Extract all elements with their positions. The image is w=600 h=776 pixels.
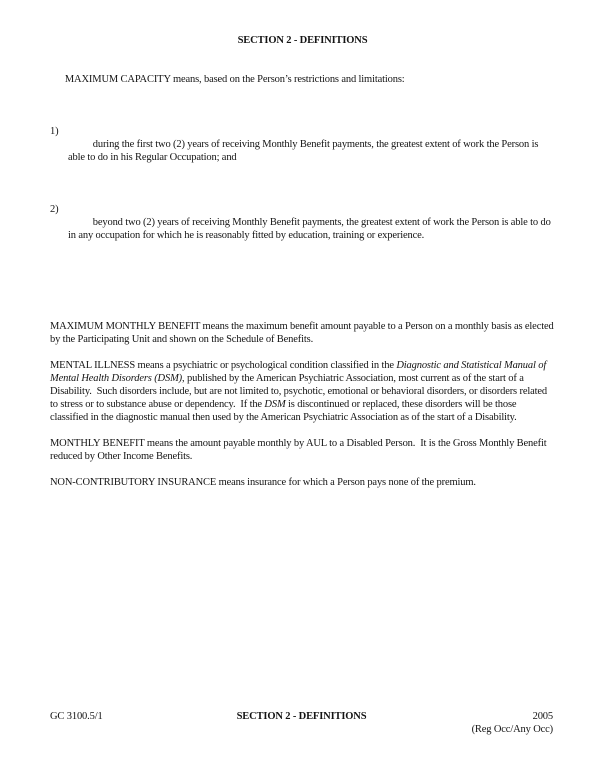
list-item [50,203,555,255]
definition-maximum-capacity-intro: MAXIMUM CAPACITY means, based on the Person’s restrictions and limitations: [64,74,405,85]
maximum-capacity-list [50,99,555,281]
list-item-text: beyond two (2) years of receiving Monthly Benefit payments, the greatest extent of work the Person is able to do in any occupation for which he is reasonably fitted by education, training or experience. [68,217,554,241]
list-item-number: 2) [50,204,59,215]
footer-occupation-note: (Reg Occ/Any Occ) [471,724,553,735]
list-item [50,125,555,177]
definition-maximum-monthly-benefit: MAXIMUM MONTHLY BENEFIT means the maximum benefit amount payable to a Person on a monthly basis as elected by the Participating Unit and shown on the Schedule of Benefits. [50,321,557,345]
list-item-number: 1) [50,126,59,137]
mental-illness-text: MENTAL ILLNESS means a psychiatric or psychological condition classified in the [50,360,397,371]
page-content [50,34,555,489]
page-title: SECTION 2 - DEFINITIONS [237,35,368,46]
footer-right-block [472,710,553,736]
mental-illness-text: is discontinued or replaced, these disorders will be those classified in the diagnostic manual then used by the American Psychiatric Association as of the start of a Disability. [50,399,519,423]
footer-section-title: SECTION 2 - DEFINITIONS [236,711,367,722]
footer-year: 2005 [532,711,553,722]
mental-illness-text: , published by the American Psychiatric Association, most current as of the start of a Disability. Such disorders include, but are not limited to, psychotic, emotional or behavioral disorders, or disorders related to stress or to substance abuse or dependency. If the [50,373,550,410]
definition-non-contributory-insurance: NON-CONTRIBUTORY INSURANCE means insurance for which a Person pays none of the premium. [50,477,476,488]
mental-illness-manual-title: Diagnostic and Statistical Manual of Mental Health Disorders (DSM) [50,360,549,384]
definition-monthly-benefit: MONTHLY BENEFIT means the amount payable monthly by AUL to a Disabled Person. It is the Gross Monthly Benefit reduced by Other Income Benefits. [50,438,549,462]
definition-maximum-capacity [50,60,555,307]
footer-doc-code: GC 3100.5/1 [50,711,103,722]
mental-illness-dsm-abbrev: DSM [264,399,286,410]
list-item-text: during the first two (2) years of receiving Monthly Benefit payments, the greatest extent of work the Person is able to do in his Regular Occupation; and [68,139,541,163]
definition-mental-illness [50,359,555,424]
